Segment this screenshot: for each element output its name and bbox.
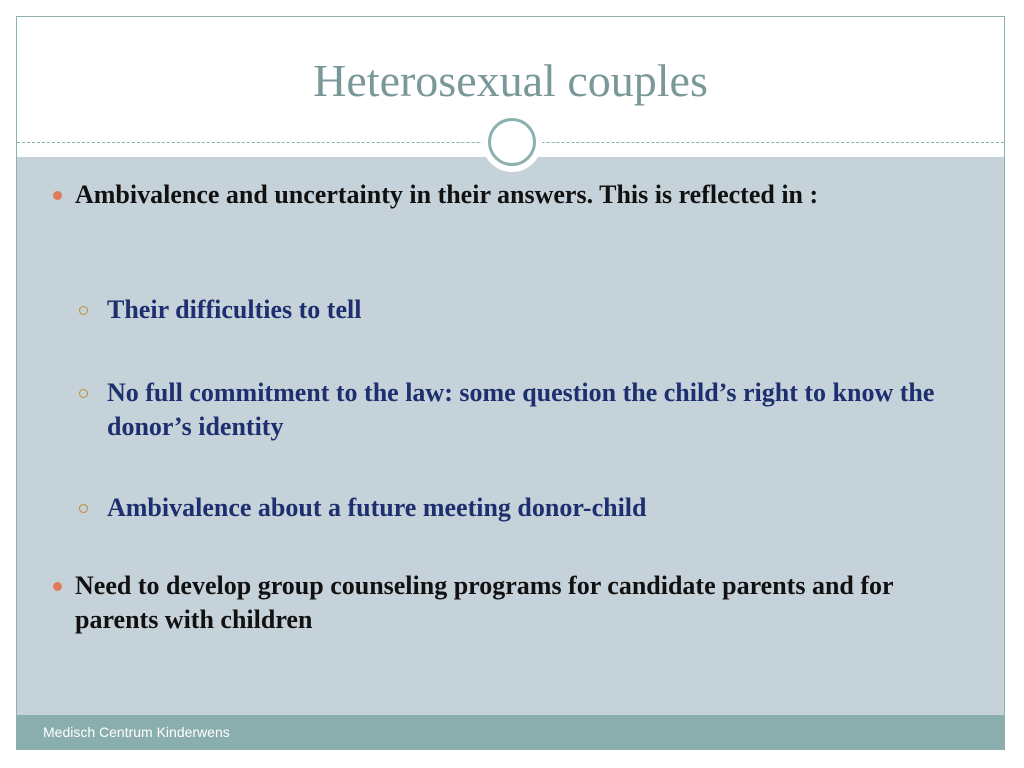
decorative-ring	[488, 118, 536, 166]
decorative-circle-icon	[482, 112, 542, 172]
sub-bullet-item	[107, 293, 967, 327]
bullet-ring-icon	[79, 504, 88, 513]
bullet-text: Ambivalence and uncertainty in their answers. This is reflected in :	[75, 180, 819, 209]
content-area	[17, 157, 1004, 715]
sub-bullet-item	[107, 491, 967, 525]
bullet-item	[75, 569, 945, 637]
sub-bullet-text: Their difficulties to tell	[107, 295, 362, 324]
sub-bullet-text: No full commitment to the law: some question the child’s right to know the donor’s identity	[107, 378, 935, 441]
bullet-dot-icon	[53, 191, 62, 200]
slide-frame	[16, 16, 1005, 750]
footer-text: Medisch Centrum Kinderwens	[43, 724, 230, 740]
bullet-item	[75, 178, 935, 212]
bullet-ring-icon	[79, 306, 88, 315]
bullet-dot-icon	[53, 582, 62, 591]
bullet-ring-icon	[79, 389, 88, 398]
sub-bullet-text: Ambivalence about a future meeting donor-child	[107, 493, 647, 522]
sub-bullet-item	[107, 376, 967, 444]
footer-bar	[17, 715, 1004, 750]
slide-title: Heterosexual couples	[313, 55, 708, 106]
bullet-text: Need to develop group counseling programs for candidate parents and for parents with children	[75, 571, 894, 634]
